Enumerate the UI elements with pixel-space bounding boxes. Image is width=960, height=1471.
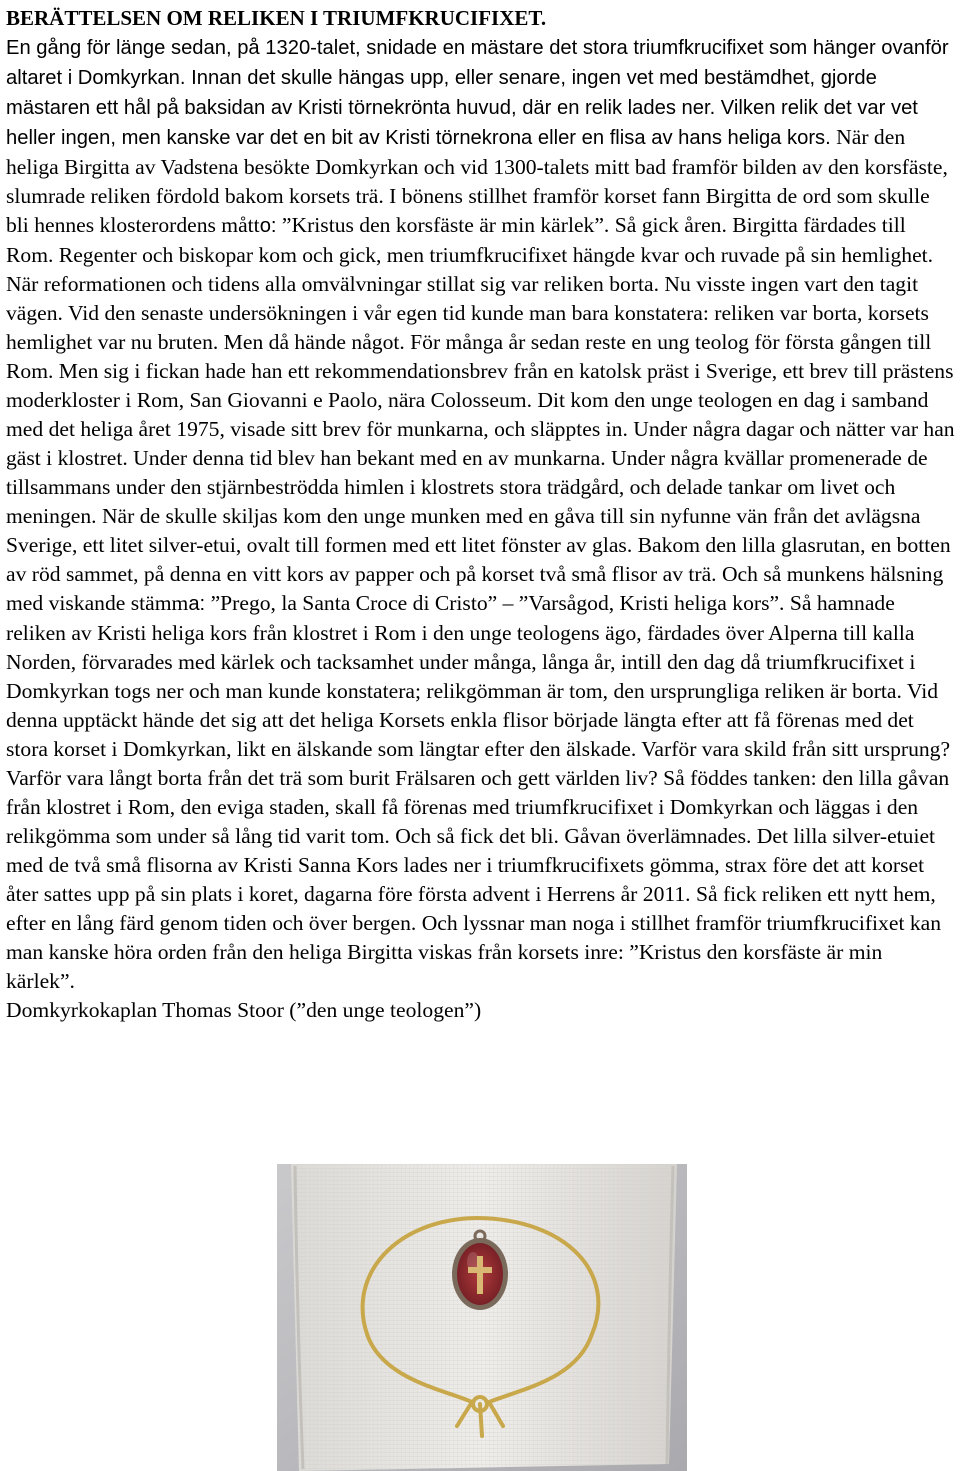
story-text [6, 33, 956, 996]
story-segment: o: [259, 215, 277, 237]
document-page [6, 4, 956, 1025]
story-segment: En gång för länge sedan, på 1320-talet, snidade en mästare det stora triumfkrucifixet som hänger ovanför altaret i Domkyrkan. Innan det skulle hängas upp, eller senare, ingen vet med bestämdhet, gjorde mästaren ett hål på baksidan av Kristi törnekrönta huvud, där en relik lades ner. Vilken relik det var vet heller ingen, men kanske var det en bit av Kristi törnekrona eller en flisa av hans heliga kors. [6, 37, 949, 149]
reliquary-photo [277, 1164, 687, 1471]
story-segment: När den heliga Birgitta av Vadstena besökte Domkyrkan och vid 1300-talets mitt bad framför bilden av den korsfäste, slumrade reliken fördold bakom korsets trä. I bönens stillhet framför korset fann Birgitta de ord som skulle bli hennes klosterordens mått [6, 125, 948, 237]
document-title: BERÄTTELSEN OM RELIKEN I TRIUMFKRUCIFIXET. [6, 6, 547, 30]
story-segment: a: [188, 593, 206, 615]
reliquary-photo-image [277, 1164, 687, 1471]
signature-line: Domkyrkokaplan Thomas Stoor (”den unge teologen”) [6, 998, 482, 1022]
story-segment: ”Prego, la Santa Croce di Cristo” – ”Varsågod, Kristi heliga kors”. Så hamnade reliken av Kristi heliga kors från klostret i Rom i den unge teologens ägo, färdades över Alperna till kalla Norden, förvarades med kärlek och tacksamhet under många, långa år, intill den dag då triumfkrucifixet i Domkyrkan togs ner och man kunde konstatera; relikgömman är tom, den ursprungliga reliken är borta. Vid denna upptäckt hände det sig att det heliga Korsets enkla flisor började längta efter att få förenas med det stora korset i Domkyrkan, likt en älskande som längtar efter den älskade. Varför vara skild från sitt ursprung? Varför vara långt borta från det trä som burit Frälsaren och gett världen liv? Så föddes tanken: den lilla gåvan från klostret i Rom, den eviga staden, skall få förenas med triumfkrucifixet i Domkyrkan och läggas i den relikgömma som under så lång tid varit tom. Och så fick det bli. Gåvan överlämnades. Det lilla silver-etuiet med de två små flisorna av Kristi Sanna Kors lades ner i triumfkrucifixets gömma, strax före det att korset åter sattes upp på sin plats i koret, dagarna före första advent i Herrens år 2011. Så fick reliken ett nytt hem, efter en lång färd genom tiden och över bergen. Och lyssnar man noga i stillhet framför triumfkrucifixet kan man kanske höra orden från den heliga Birgitta viskas från korsets inre: ”Kristus den korsfäste är min kärlek”. [6, 591, 951, 993]
story-segment: ”Kristus den korsfäste är min kärlek”. Så gick åren. Birgitta färdades till Rom. Regenter och biskopar kom och gick, men triumfkrucifixet hängde kvar och ruvade på sin hemlighet. När reformationen och tidens alla omvälvningar stillat sig var reliken borta. Nu visste ingen vart den tagit vägen. Vid den senaste undersökningen i vår egen tid kunde man bara konstatera: reliken var borta, korsets hemlighet var nu bruten. Men då hände något. För många år sedan reste en ung teolog för första gången till Rom. Men sig i fickan hade han ett rekommendationsbrev från en katolsk präst i Sverige, ett brev till prästens moderkloster i Rom, San Giovanni e Paolo, nära Colosseum. Dit kom den unge teologen en dag i samband med det heliga året 1975, visade sitt brev för munkarna, och släpptes in. Under några dagar och nätter var han gäst i klostret. Under denna tid blev han bekant med en av munkarna. Under några kvällar promenerade de tillsammans under den stjärnbeströdda himlen i klostrets stora trädgård, och delade tankar om livet och meningen. När de skulle skiljas kom den unge munken med en gåva till sin nyfunne vän från det avlägsna Sverige, ett litet silver-etui, ovalt till formen med ett litet fönster av glas. Bakom den lilla glasrutan, en botten av röd sammet, på denna en vitt kors av papper och på korset två små flisor av trä. Och så munkens hälsning med viskande stämm [6, 213, 955, 615]
